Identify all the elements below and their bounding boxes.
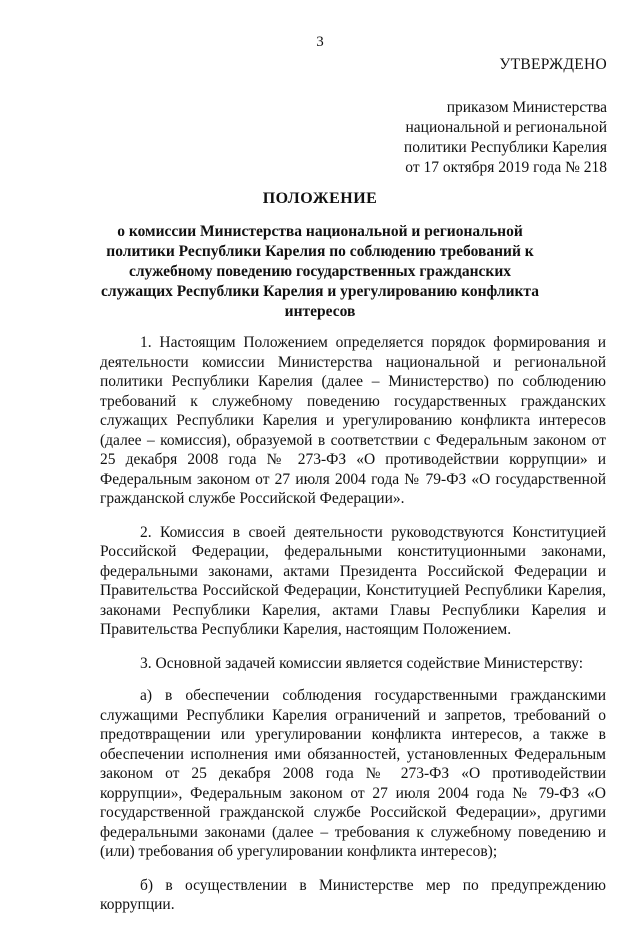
page-number: 3 bbox=[316, 34, 324, 50]
paragraph: 3. Основной задачей комиссии является содействие Министерству: bbox=[140, 654, 584, 672]
document-title: ПОЛОЖЕНИЕ bbox=[262, 190, 378, 207]
approval-line: приказом Министерства bbox=[446, 99, 607, 116]
paragraph: 2. Комиссия в своей деятельности руководствуются Конституцией Российской Федерации, федеральными конституционными законами, федеральными законами, актами Президента Российской Федерации и Правительства Российской Федерации, Конституцией Республики Карелия, законами Республики Карелия, актами Главы Республики Карелия и Правительства Республики Карелия, настоящим Положением. bbox=[100, 523, 606, 638]
approval-heading: УТВЕРЖДЕНО bbox=[499, 56, 607, 73]
approval-line: национальной и региональной bbox=[405, 119, 607, 136]
paragraph: б) в осуществлении в Министерстве мер по предупреждению коррупции. bbox=[100, 876, 606, 913]
approval-block bbox=[404, 55, 607, 178]
paragraph: а) в обеспечении соблюдения государственными гражданскими служащими Республики Карелия ограничений и запретов, требований о предотвращении или урегулировании конфликта интересов, а также в обеспечении исполнения ими обязанностей, установленных Федеральным законом от 25 декабря 2008 года № 273-ФЗ «О противодействии коррупции», Федеральным законом от 27 июля 2004 года № 79-ФЗ «О государственной гражданской службе Российской Федерации», другими федеральными законами (далее – требования к служебному поведению и (или) требования об урегулировании конфликта интересов); bbox=[100, 687, 606, 860]
document-subtitle: о комиссии Министерства национальной и региональной политики Республики Карелия по соблюдению требований к служебному поведению государственных гражданских служащих Республики Карелия и урегулированию конфликта интересов bbox=[101, 223, 539, 320]
approval-line: политики Республики Карелия bbox=[403, 139, 607, 156]
document-body bbox=[100, 333, 606, 929]
approval-line: от 17 октября 2019 года № 218 bbox=[405, 159, 607, 176]
paragraph: 1. Настоящим Положением определяется порядок формирования и деятельности комиссии Министерства национальной и региональной политики Республики Карелия (далее – Министерство) по соблюдению требований к служебному поведению государственных гражданских служащих Республики Карелия и урегулированию конфликта интересов (далее – комиссия), образуемой в соответствии с Федеральным законом от 25 декабря 2008 года № 273-ФЗ «О противодействии коррупции» и Федеральным законом от 27 июля 2004 года № 79-ФЗ «О государственной гражданской службе Российской Федерации». bbox=[100, 334, 606, 507]
